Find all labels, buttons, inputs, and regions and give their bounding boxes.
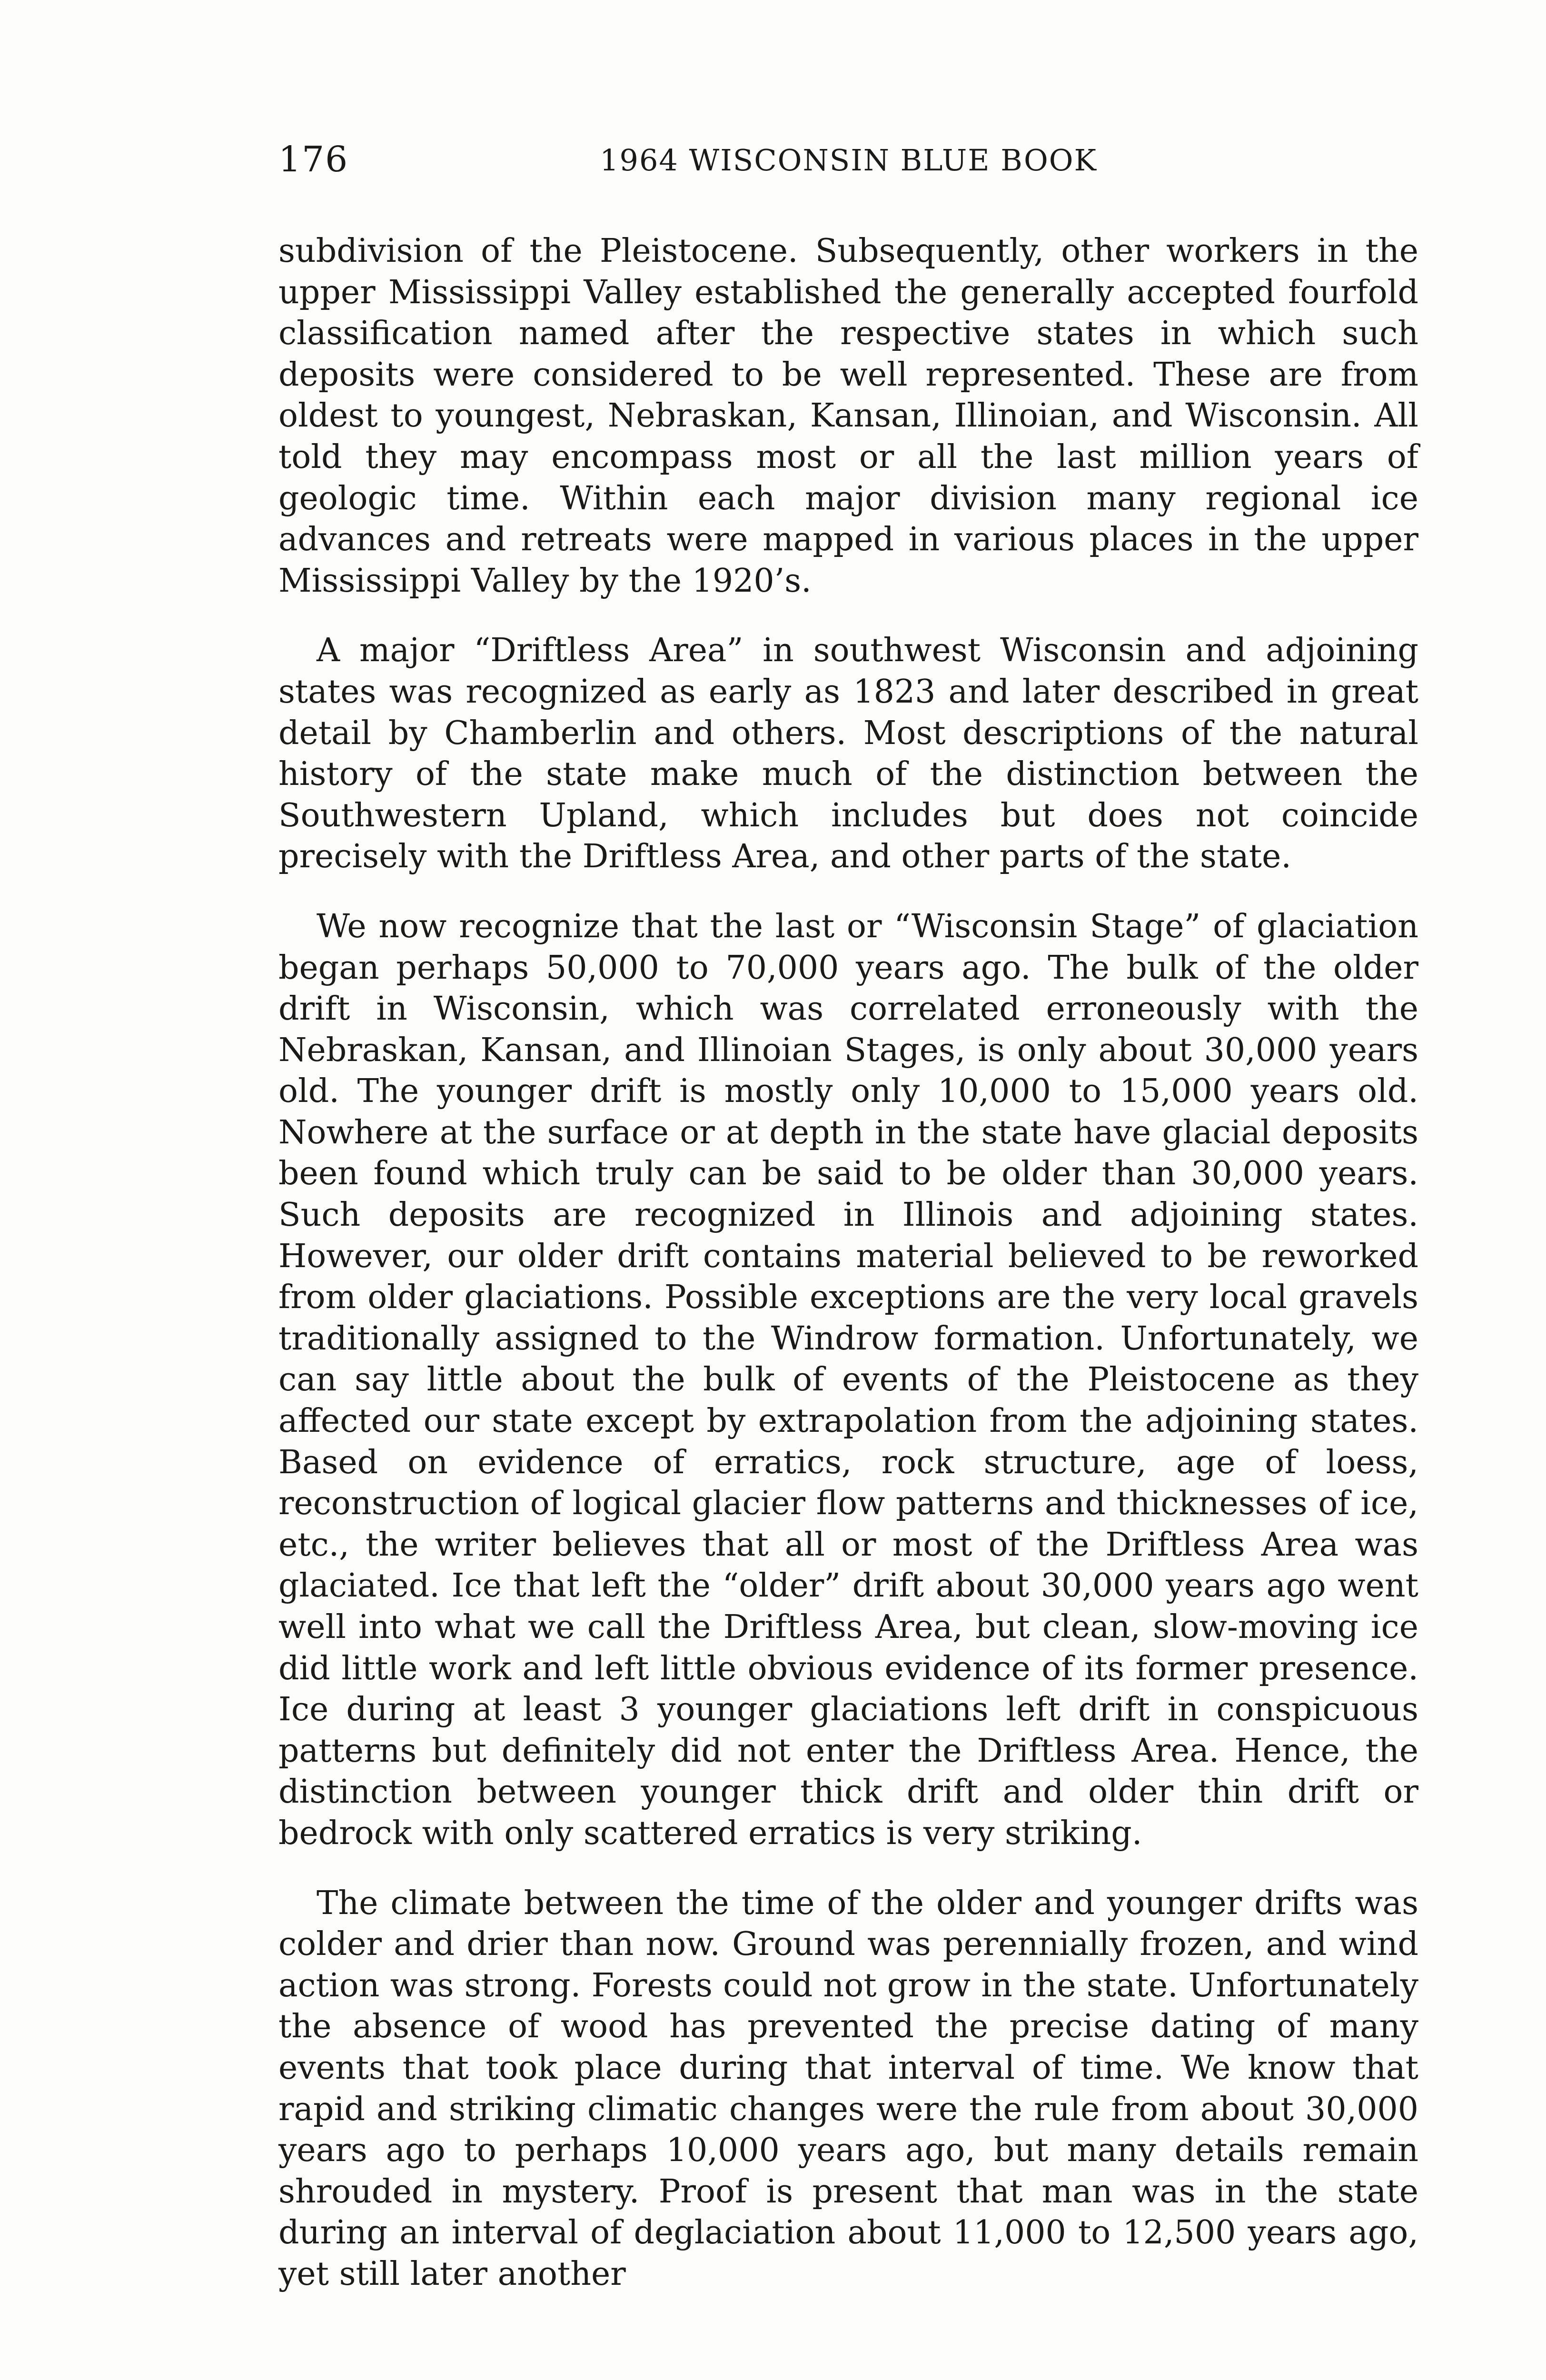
body-text (278, 231, 1418, 2295)
page-number: 176 (278, 139, 349, 180)
paragraph-pleistocene-classification: subdivision of the Pleistocene. Subsequently, other workers in the upper Mississippi Valley established the generally accepted fourfold classification named after the respective states in which such deposits were considered to be well represented. These are from oldest to youngest, Nebraskan, Kansan, Illinoian, and Wisconsin. All told they may encompass most or all the last million years of geologic time. Within each major division many regional ice advances and retreats were mapped in various places in the upper Mississippi Valley by the 1920’s. (278, 232, 1418, 600)
running-title: 1964 WISCONSIN BLUE BOOK (600, 143, 1097, 178)
page-header (278, 138, 1418, 181)
paragraph-climate: The climate between the time of the older and younger drifts was colder and drier than now. Ground was perennially frozen, and wind action was strong. Forests could not grow in the state. Unfortunately the absence of wood has prevented the precise dating of many events that took place during that interval of time. We know that rapid and striking climatic changes were the rule from about 30,000 years ago to perhaps 10,000 years ago, but many details remain shrouded in mystery. Proof is present that man was in the state during an interval of deglaciation about 11,000 to 12,500 years ago, yet still later another (278, 1884, 1418, 2293)
paragraph-driftless-area: A major “Driftless Area” in southwest Wisconsin and adjoining states was recognized as early as 1823 and later described in great detail by Chamberlin and others. Most descriptions of the natural history of the state make much of the distinction between the Southwestern Upland, which includes but does not coincide precisely with the Driftless Area, and other parts of the state. (278, 632, 1418, 876)
paragraph-wisconsin-stage: We now recognize that the last or “Wisconsin Stage” of glaciation began perhaps 50,000 to 70,000 years ago. The bulk of the older drift in Wisconsin, which was correlated erroneously with the Nebraskan, Kansan, and Illinoian Stages, is only about 30,000 years old. The younger drift is mostly only 10,000 to 15,000 years old. Nowhere at the surface or at depth in the state have glacial deposits been found which truly can be said to be older than 30,000 years. Such deposits are recognized in Illinois and adjoining states. However, our older drift contains material believed to be reworked from older glaciations. Possible exceptions are the very local gravels traditionally assigned to the Windrow formation. Unfortunately, we can say little about the bulk of events of the Pleistocene as they affected our state except by extrapolation from the adjoining states. Based on evidence of erratics, rock structure, age of loess, reconstruction of logical glacier flow patterns and thicknesses of ice, etc., the writer believes that all or most of the Driftless Area was glaciated. Ice that left the “older” drift about 30,000 years ago went well into what we call the Driftless Area, but clean, slow-moving ice did little work and left little obvious evidence of its former presence. Ice during at least 3 younger glaciations left drift in conspicuous patterns but definitely did not enter the Driftless Area. Hence, the distinction between younger thick drift and older thin drift or bedrock with only scattered erratics is very striking. (278, 907, 1418, 1852)
